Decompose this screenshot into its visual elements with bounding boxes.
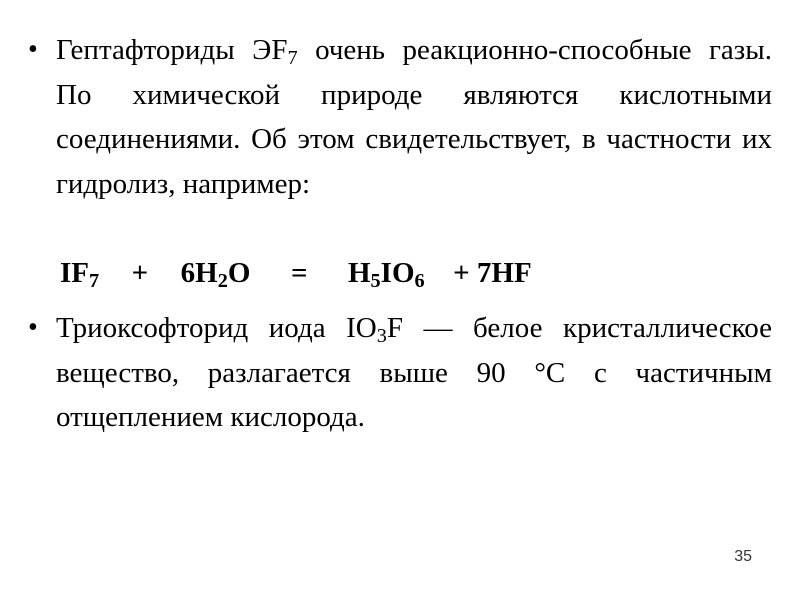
subscript: 7 (287, 47, 298, 70)
bullet-text-part: F — белое кристаллическое вещество, разлагается выше 90 °C с частичным отщеплением кислорода. (56, 312, 772, 433)
equation-term: O (227, 257, 251, 289)
equation-operator: = (290, 257, 308, 289)
hydrolysis-equation (60, 251, 532, 295)
bullet-icon: • (28, 312, 38, 343)
equation-term: + 7HF (453, 257, 532, 289)
subscript: 2 (217, 270, 228, 293)
equation-term: 6H (180, 257, 218, 289)
bullet-text-part: Гептафториды ЭF (56, 34, 288, 66)
subscript: 3 (376, 325, 387, 348)
bullet-item-trioxofluoride (28, 306, 772, 440)
bullet-item-heptafluorides (28, 28, 772, 206)
equation-operator: + (131, 257, 149, 289)
bullet-text-part: очень реакционно-способные газы. По химической природе являются кислотными соединениями. Об этом свидетельствует, в частности их гидролиз, например: (56, 34, 772, 200)
equation-term: H (347, 257, 371, 289)
equation-term: IO (380, 257, 415, 289)
bullet-text (56, 306, 772, 440)
subscript: 5 (370, 270, 381, 293)
bullet-icon: • (28, 34, 38, 65)
bullet-text-part: Триоксофторид иода IO (56, 312, 377, 344)
equation-term: IF (60, 257, 89, 289)
subscript: 7 (89, 270, 100, 293)
bullet-text (56, 28, 772, 206)
subscript: 6 (414, 270, 425, 293)
page-number: 35 (734, 548, 752, 565)
